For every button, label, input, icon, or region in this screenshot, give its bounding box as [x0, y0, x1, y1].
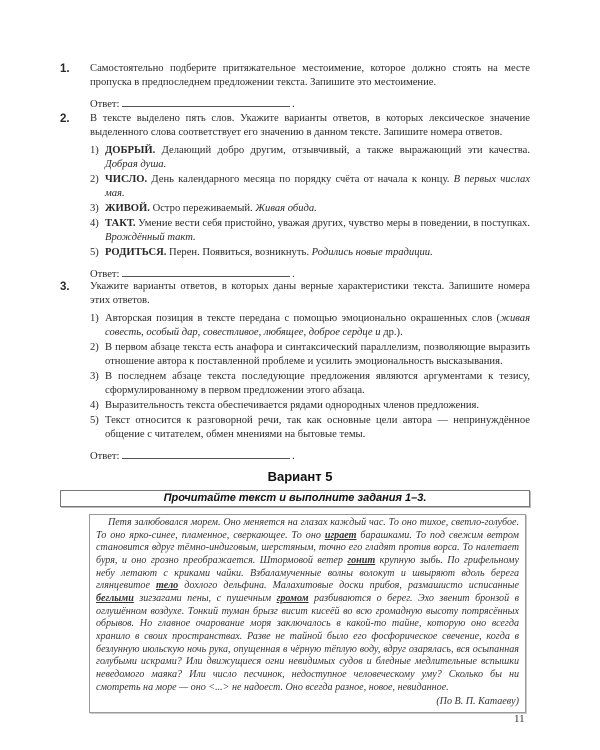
question-number: 2. [60, 113, 70, 125]
passage-text [96, 517, 519, 694]
answer-option [90, 414, 530, 442]
question-text: В тексте выделено пять слов. Укажите варианты ответов, в которых лексическое значение выделенного слова соответствует его значению в данном тексте. Запишите номера ответов. [90, 113, 530, 138]
passage-segment: дохлого дельфина. Малахитовые доски прибоя, размашисто исписанные [178, 580, 519, 592]
option-text: Текст относится к разговорной речи, так как основные цели автора — непринуждённое общение с читателем, обмен мнениями на бытовые темы. [105, 415, 530, 440]
highlighted-word: играет [324, 529, 357, 541]
reading-passage [89, 514, 526, 713]
answer-field[interactable]: Ответ: . [90, 266, 530, 282]
question-3 [60, 280, 530, 464]
answer-label: Ответ: [90, 451, 120, 462]
answer-option [90, 202, 530, 216]
answer-line[interactable] [122, 266, 290, 277]
passage-segment: крупную зыбь. По грифельному небу летают с криками чайки. Взбаламученные волны волокут и швыряют вдоль берега глянцевитое [96, 554, 519, 592]
passage-segment: зигзагами пены, с пушечным [133, 592, 277, 604]
option-number: 1) [90, 145, 99, 156]
option-number: 1) [90, 313, 99, 324]
answer-option [90, 173, 530, 201]
passage-segment: Петя залюбовался морем. Оно меняется на глазах каждый час. То оно тихое, светло-голубое. То оно ярко-синее, пламенное, сверкающее. То оно [96, 517, 519, 541]
question-text: Самостоятельно подберите притяжательное местоимение, которое должно стоять на месте пропуска в предпоследнем предложении текста. Запишите это местоимение. [90, 63, 530, 88]
option-definition: Перен. Появиться, возникнуть. [166, 247, 312, 258]
option-word: ЖИВОЙ. [105, 203, 150, 214]
option-text: Выразительность текста обеспечивается рядами однородных членов предложения. [105, 400, 480, 411]
question-number: 3. [60, 281, 70, 293]
question-text: Укажите варианты ответов, в которых даны верные характеристики текста. Запишите номера этих ответов. [90, 281, 530, 306]
option-definition: Умение вести себя пристойно, уважая других, чувство меры в поведении, в поступках. [135, 218, 530, 229]
answer-field[interactable]: Ответ: . [90, 96, 530, 112]
option-example: Добрая душа. [105, 159, 167, 170]
option-definition: Делающий добро другим, отзывчивый, а также выражающий эти качества. [155, 145, 530, 156]
option-text-end: др.). [380, 327, 403, 338]
option-number: 4) [90, 218, 99, 229]
option-example: В первых числах мая. [105, 174, 530, 199]
answer-line[interactable] [122, 96, 290, 107]
answer-option [90, 341, 530, 369]
option-example: Живая обида. [255, 203, 317, 214]
question-number: 1. [60, 63, 70, 75]
highlighted-word: тело [156, 580, 179, 592]
option-text: Авторская позиция в тексте передана с помощью эмоционально окрашенных слов ( [105, 313, 501, 324]
passage-segment: разбиваются о берег. Эхо звенит бронзой в оглушённом воздухе. Тонкий туман брызг висит кисеёй во всю громадную высоту потрясённых обрывов. Но главное очарование моря заключалось в какой-то тайне, которую оно всегда хранило в своих пространствах. Разве не тайной было его фосфорическое свечение, когда в безлунную июльскую ночь рука, опущенная в чёрную тёплую воду, вдруг озарялась, вся осыпанная голубыми искрами? Или движущиеся огни невидимых судов и бледные медлительные вспышки неведомого маяка? Или число песчинок, недоступное человеческому уму? Сколько бы ни смотреть на море — оно <...> не надоест. Оно всегда разное, новое, невиданное. [96, 592, 520, 693]
highlighted-word: беглыми [96, 592, 134, 604]
option-word: ЧИСЛО. [105, 174, 148, 185]
option-example: Родились новые традиции. [311, 247, 433, 258]
answer-label: Ответ: [90, 99, 120, 110]
highlighted-word: громом [276, 592, 309, 604]
answer-label: Ответ: [90, 269, 120, 280]
answer-option [90, 370, 530, 398]
answer-options [90, 312, 530, 442]
answer-option [90, 217, 530, 245]
question-1 [60, 62, 530, 112]
option-definition: День календарного месяца по порядку счёта от начала к концу. [147, 174, 454, 185]
option-number: 5) [90, 247, 99, 258]
option-number: 4) [90, 400, 99, 411]
answer-option [90, 144, 530, 172]
answer-option [90, 246, 530, 260]
page-number: 11 [514, 713, 525, 725]
option-number: 5) [90, 415, 99, 426]
option-definition: Остро переживаемый. [149, 203, 256, 214]
option-text: В первом абзаце текста есть анафора и синтаксический параллелизм, позволяющие выразить отношение автора к поставленной проблеме и усилить эмоциональность высказывания. [105, 342, 530, 367]
answer-options [90, 144, 530, 260]
option-number: 2) [90, 342, 99, 353]
variant-title: Вариант 5 [267, 469, 333, 484]
option-example: Врождённый такт. [105, 232, 196, 243]
answer-field[interactable]: Ответ: . [90, 448, 530, 464]
instruction-box: Прочитайте текст и выполните задания 1–3. [60, 490, 530, 507]
answer-option [90, 399, 530, 413]
highlighted-word: гонит [347, 554, 376, 566]
question-2 [60, 112, 530, 282]
passage-author: (По В. П. Катаеву) [436, 696, 519, 708]
option-number: 2) [90, 174, 99, 185]
option-number: 3) [90, 371, 99, 382]
option-number: 3) [90, 203, 99, 214]
answer-line[interactable] [122, 448, 290, 459]
option-word: РОДИТЬСЯ. [105, 247, 167, 258]
answer-option [90, 312, 530, 340]
option-word: ДОБРЫЙ. [105, 145, 156, 156]
option-text: В последнем абзаце текста последующие предложения являются аргументами к тезису, сформулированному в первом предложении этого абзаца. [105, 371, 530, 396]
passage-segment: барашками. То под свежим ветром становится вдруг тёмно-индиговым, шерстяным, точно его гладят против ворса. То налетает буря, и оно грозно преображается. Штормовой ветер [96, 529, 520, 566]
option-word: ТАКТ. [105, 218, 136, 229]
option-example: живая совесть, особый дар, совестливое, любящее, доброе сердце и [105, 313, 530, 338]
